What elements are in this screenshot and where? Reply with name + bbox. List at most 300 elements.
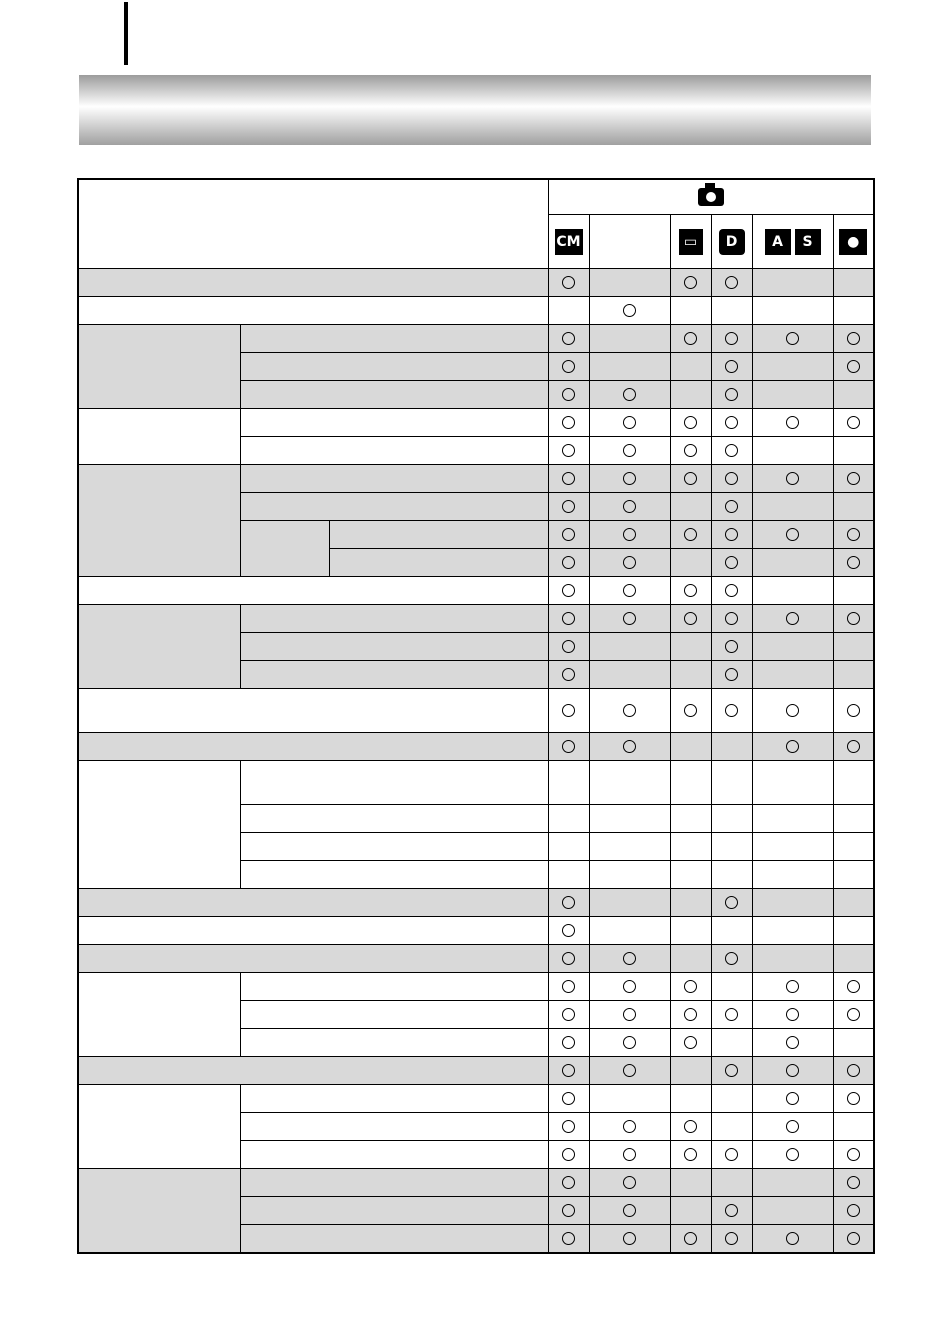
table-cell <box>670 1029 711 1057</box>
table-cell <box>752 1001 833 1029</box>
table-row <box>78 761 874 805</box>
row-label <box>240 325 548 353</box>
table-row <box>78 733 874 761</box>
table-cell <box>711 861 752 889</box>
table-cell <box>711 577 752 605</box>
available-mark <box>725 444 738 457</box>
subgroup-label <box>240 521 329 577</box>
available-mark <box>562 1148 575 1161</box>
table-cell <box>752 465 833 493</box>
row-label <box>78 889 548 917</box>
table-cell <box>548 437 589 465</box>
table-cell <box>548 493 589 521</box>
available-mark <box>562 584 575 597</box>
table-cell <box>833 325 874 353</box>
available-mark <box>786 980 799 993</box>
col-header-blank <box>589 215 670 269</box>
table-cell <box>670 1197 711 1225</box>
table-cell <box>833 833 874 861</box>
table-cell <box>711 437 752 465</box>
table-cell <box>589 805 670 833</box>
table-cell <box>670 1113 711 1141</box>
table-cell <box>833 1085 874 1113</box>
table-cell <box>670 945 711 973</box>
table-cell <box>548 1225 589 1254</box>
table-cell <box>548 917 589 945</box>
table-cell <box>589 661 670 689</box>
available-mark <box>725 668 738 681</box>
available-mark <box>725 388 738 401</box>
table-cell <box>752 761 833 805</box>
table-cell <box>711 1169 752 1197</box>
table-cell <box>670 269 711 297</box>
table-row <box>78 973 874 1001</box>
row-label <box>240 1001 548 1029</box>
table-cell <box>670 861 711 889</box>
available-mark <box>684 612 697 625</box>
available-mark <box>562 668 575 681</box>
row-label <box>78 577 548 605</box>
available-mark <box>847 1148 860 1161</box>
available-mark <box>623 444 636 457</box>
table-cell <box>670 833 711 861</box>
table-cell <box>711 689 752 733</box>
available-mark <box>562 360 575 373</box>
table-cell <box>548 689 589 733</box>
table-cell <box>670 493 711 521</box>
table-row <box>78 945 874 973</box>
table-cell <box>711 633 752 661</box>
camera-manual-icon: CM <box>555 229 583 255</box>
table-cell <box>711 325 752 353</box>
group-label <box>78 465 240 577</box>
table-cell <box>711 805 752 833</box>
available-mark <box>725 276 738 289</box>
group-label <box>78 761 240 889</box>
table-cell <box>548 577 589 605</box>
stitch-assist-icon: ▭ <box>679 229 703 255</box>
table-cell <box>670 1141 711 1169</box>
table-cell <box>752 297 833 325</box>
table-cell <box>752 889 833 917</box>
table-cell <box>548 945 589 973</box>
table-row <box>78 1085 874 1113</box>
table-cell <box>833 805 874 833</box>
table-cell <box>589 1225 670 1254</box>
table-cell <box>670 1001 711 1029</box>
row-label <box>240 1169 548 1197</box>
available-mark <box>725 332 738 345</box>
table-cell <box>670 549 711 577</box>
table-cell <box>752 1085 833 1113</box>
available-mark <box>684 332 697 345</box>
table-cell <box>589 1169 670 1197</box>
table-cell <box>711 1029 752 1057</box>
table-cell <box>752 917 833 945</box>
table-cell <box>670 917 711 945</box>
table-cell <box>548 1057 589 1085</box>
available-mark <box>562 1120 575 1133</box>
row-label <box>240 1197 548 1225</box>
group-label <box>78 325 240 409</box>
available-mark <box>725 360 738 373</box>
table-cell <box>752 577 833 605</box>
table-cell <box>670 353 711 381</box>
row-label <box>240 661 548 689</box>
table-cell <box>752 549 833 577</box>
table-cell <box>548 1141 589 1169</box>
table-cell <box>548 353 589 381</box>
available-mark <box>623 952 636 965</box>
table-cell <box>833 917 874 945</box>
table-row <box>78 325 874 353</box>
table-cell <box>589 549 670 577</box>
movie-icon: ● <box>839 229 867 255</box>
table-cell <box>711 297 752 325</box>
available-mark <box>847 416 860 429</box>
color-accent-icon: A <box>765 229 791 255</box>
table-cell <box>589 761 670 805</box>
row-label <box>78 945 548 973</box>
row-label <box>329 549 548 577</box>
available-mark <box>847 1092 860 1105</box>
group-label <box>78 1085 240 1169</box>
shooting-mode-header <box>548 179 874 215</box>
group-label <box>78 409 240 465</box>
available-mark <box>725 896 738 909</box>
table-cell <box>752 437 833 465</box>
available-mark <box>725 640 738 653</box>
available-mark <box>623 472 636 485</box>
available-mark <box>562 612 575 625</box>
table-cell <box>548 381 589 409</box>
table-cell <box>711 521 752 549</box>
row-label <box>78 1057 548 1085</box>
available-mark <box>725 528 738 541</box>
available-mark <box>847 528 860 541</box>
table-row <box>78 1057 874 1085</box>
table-cell <box>752 1057 833 1085</box>
available-mark <box>562 332 575 345</box>
available-mark <box>562 1008 575 1021</box>
table-cell <box>833 1029 874 1057</box>
table-cell <box>548 325 589 353</box>
table-cell <box>833 889 874 917</box>
table-row <box>78 917 874 945</box>
table-cell <box>589 437 670 465</box>
available-mark <box>623 740 636 753</box>
available-mark <box>786 704 799 717</box>
available-mark <box>725 952 738 965</box>
available-mark <box>725 612 738 625</box>
table-cell <box>711 1197 752 1225</box>
available-mark <box>847 556 860 569</box>
row-label <box>240 465 548 493</box>
available-mark <box>725 416 738 429</box>
available-mark <box>562 1176 575 1189</box>
available-mark <box>684 444 697 457</box>
table-row <box>78 409 874 437</box>
table-cell <box>711 1141 752 1169</box>
table-cell <box>833 1197 874 1225</box>
table-cell <box>833 973 874 1001</box>
table-cell <box>548 633 589 661</box>
table-cell <box>589 833 670 861</box>
available-mark <box>786 1092 799 1105</box>
row-label <box>240 633 548 661</box>
available-mark <box>786 332 799 345</box>
table-cell <box>589 465 670 493</box>
table-cell <box>752 1113 833 1141</box>
table-cell <box>670 761 711 805</box>
available-mark <box>562 1092 575 1105</box>
available-mark <box>847 612 860 625</box>
table-cell <box>711 761 752 805</box>
available-mark <box>684 1120 697 1133</box>
available-mark <box>562 980 575 993</box>
table-cell <box>670 325 711 353</box>
table-cell <box>752 269 833 297</box>
available-mark <box>623 1120 636 1133</box>
row-label <box>240 437 548 465</box>
function-availability-table <box>77 178 875 1254</box>
table-cell <box>548 889 589 917</box>
available-mark <box>786 1064 799 1077</box>
available-mark <box>725 1232 738 1245</box>
available-mark <box>684 1036 697 1049</box>
table-cell <box>833 633 874 661</box>
available-mark <box>786 528 799 541</box>
table-cell <box>589 689 670 733</box>
row-label <box>240 973 548 1001</box>
available-mark <box>623 704 636 717</box>
available-mark <box>725 556 738 569</box>
col-header-stitch <box>670 215 711 269</box>
available-mark <box>847 1064 860 1077</box>
table-cell <box>548 549 589 577</box>
table-cell <box>752 661 833 689</box>
table-cell <box>589 1141 670 1169</box>
table-cell <box>589 945 670 973</box>
table-cell <box>670 805 711 833</box>
col-header-color <box>752 215 833 269</box>
available-mark <box>562 556 575 569</box>
table-cell <box>548 1197 589 1225</box>
table-cell <box>752 1225 833 1254</box>
available-mark <box>562 1204 575 1217</box>
table-cell <box>752 733 833 761</box>
available-mark <box>623 500 636 513</box>
table-cell <box>711 1113 752 1141</box>
available-mark <box>847 1176 860 1189</box>
table-cell <box>670 889 711 917</box>
available-mark <box>562 704 575 717</box>
row-label <box>240 1141 548 1169</box>
table-cell <box>833 1001 874 1029</box>
table-cell <box>833 661 874 689</box>
table-cell <box>589 353 670 381</box>
available-mark <box>786 416 799 429</box>
available-mark <box>684 1148 697 1161</box>
table-cell <box>670 661 711 689</box>
table-cell <box>752 325 833 353</box>
table-cell <box>833 409 874 437</box>
table-cell <box>833 577 874 605</box>
table-cell <box>548 297 589 325</box>
available-mark <box>786 740 799 753</box>
table-row <box>78 269 874 297</box>
available-mark <box>562 896 575 909</box>
table-cell <box>589 1085 670 1113</box>
table-cell <box>589 1029 670 1057</box>
table-cell <box>711 549 752 577</box>
available-mark <box>562 1064 575 1077</box>
table-cell <box>670 1085 711 1113</box>
table-row <box>78 1169 874 1197</box>
table-cell <box>752 521 833 549</box>
table-row <box>78 605 874 633</box>
table-cell <box>833 465 874 493</box>
table-cell <box>752 493 833 521</box>
color-swap-icon: S <box>795 229 821 255</box>
available-mark <box>623 556 636 569</box>
table-cell <box>589 733 670 761</box>
table-cell <box>548 861 589 889</box>
table-cell <box>711 733 752 761</box>
available-mark <box>623 388 636 401</box>
available-mark <box>562 276 575 289</box>
table-cell <box>670 381 711 409</box>
table-cell <box>711 945 752 973</box>
row-label <box>240 1113 548 1141</box>
available-mark <box>847 1232 860 1245</box>
table-cell <box>589 381 670 409</box>
available-mark <box>562 952 575 965</box>
row-label <box>240 381 548 409</box>
table-cell <box>670 733 711 761</box>
table-cell <box>752 973 833 1001</box>
table-cell <box>589 1057 670 1085</box>
table-cell <box>548 1113 589 1141</box>
table-cell <box>589 605 670 633</box>
available-mark <box>725 472 738 485</box>
table-cell <box>752 353 833 381</box>
table-header-row-1 <box>78 179 874 215</box>
table-cell <box>548 521 589 549</box>
row-label <box>240 861 548 889</box>
row-label <box>78 269 548 297</box>
available-mark <box>562 416 575 429</box>
available-mark <box>786 1036 799 1049</box>
available-mark <box>562 500 575 513</box>
table-cell <box>833 733 874 761</box>
row-label <box>240 833 548 861</box>
available-mark <box>684 528 697 541</box>
table-cell <box>833 1113 874 1141</box>
available-mark <box>623 1176 636 1189</box>
group-label <box>78 973 240 1057</box>
table-cell <box>670 521 711 549</box>
table-cell <box>548 465 589 493</box>
table-cell <box>833 1057 874 1085</box>
table-row <box>78 889 874 917</box>
table-cell <box>833 521 874 549</box>
row-label <box>78 917 548 945</box>
table-cell <box>589 521 670 549</box>
table-cell <box>548 269 589 297</box>
row-label <box>240 1029 548 1057</box>
row-label <box>329 521 548 549</box>
table-cell <box>833 861 874 889</box>
table-cell <box>711 353 752 381</box>
row-label <box>240 409 548 437</box>
table-cell <box>711 973 752 1001</box>
table-cell <box>548 973 589 1001</box>
table-cell <box>589 861 670 889</box>
table-cell <box>589 297 670 325</box>
row-label <box>240 761 548 805</box>
table-cell <box>670 1057 711 1085</box>
table-row <box>78 689 874 733</box>
table-cell <box>752 1197 833 1225</box>
table-cell <box>589 1001 670 1029</box>
table-cell <box>833 549 874 577</box>
available-mark <box>562 388 575 401</box>
col-header-movie <box>833 215 874 269</box>
available-mark <box>623 1232 636 1245</box>
table-cell <box>752 605 833 633</box>
available-mark <box>786 1120 799 1133</box>
table-cell <box>752 633 833 661</box>
available-mark <box>562 472 575 485</box>
row-label <box>240 1225 548 1254</box>
table-cell <box>589 493 670 521</box>
table-cell <box>548 761 589 805</box>
table-cell <box>752 1169 833 1197</box>
available-mark <box>562 740 575 753</box>
available-mark <box>623 980 636 993</box>
table-cell <box>589 409 670 437</box>
table-cell <box>548 409 589 437</box>
table-cell <box>752 1141 833 1169</box>
table-cell <box>589 973 670 1001</box>
table-cell <box>833 1141 874 1169</box>
table-cell <box>833 605 874 633</box>
row-label <box>78 733 548 761</box>
available-mark <box>623 1064 636 1077</box>
table-cell <box>711 269 752 297</box>
table-cell <box>711 409 752 437</box>
table-cell <box>589 1197 670 1225</box>
available-mark <box>684 584 697 597</box>
table-cell <box>589 577 670 605</box>
available-mark <box>847 360 860 373</box>
table-cell <box>711 1057 752 1085</box>
table-cell <box>752 833 833 861</box>
available-mark <box>684 416 697 429</box>
group-label <box>78 1169 240 1254</box>
table-cell <box>670 297 711 325</box>
available-mark <box>725 500 738 513</box>
table-cell <box>548 805 589 833</box>
table-cell <box>711 917 752 945</box>
available-mark <box>786 1008 799 1021</box>
row-label <box>240 805 548 833</box>
table-cell <box>589 269 670 297</box>
available-mark <box>623 304 636 317</box>
table-cell <box>670 1225 711 1254</box>
available-mark <box>623 1036 636 1049</box>
